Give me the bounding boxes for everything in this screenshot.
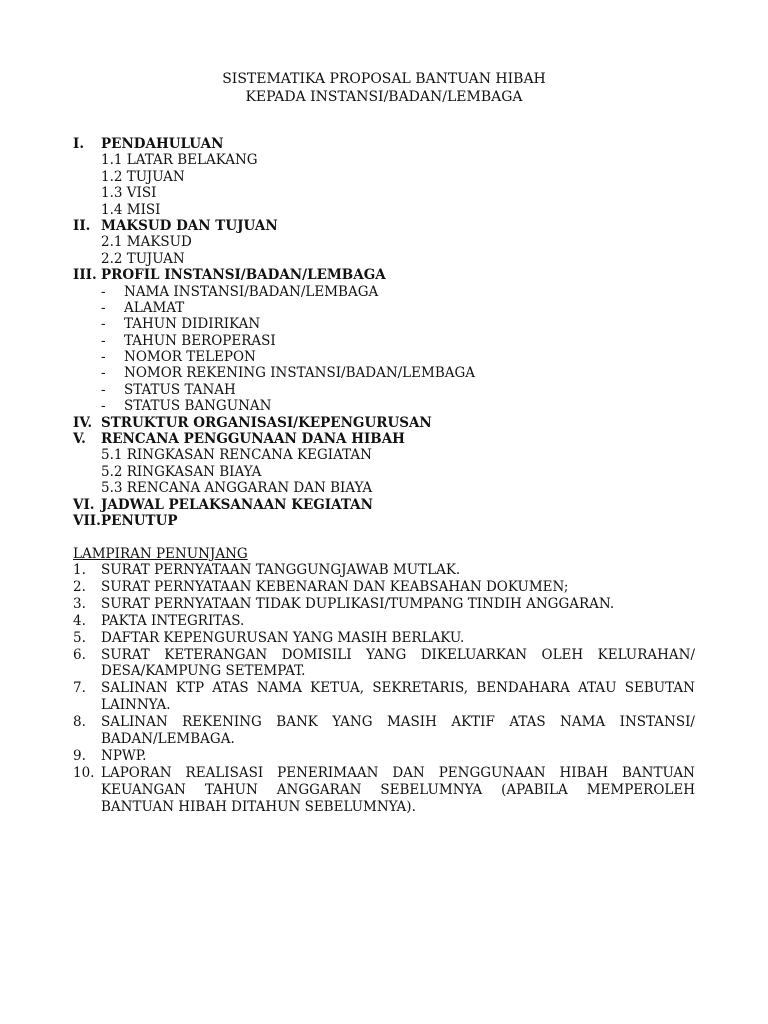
- outline-list: [73, 136, 713, 529]
- section-number: I.: [73, 136, 85, 152]
- section-label: STRUKTUR ORGANISASI/KEPENGURUSAN: [101, 414, 432, 431]
- lampiran-item-number: 6.: [73, 646, 86, 663]
- lampiran-item-text: SURAT PERNYATAAN KEBENARAN DAN KEABSAHAN DOKUMEN;: [101, 578, 569, 595]
- lampiran-item: [73, 630, 695, 647]
- lampiran-item-text: DAFTAR KEPENGURUSAN YANG MASIH BERLAKU.: [101, 629, 465, 646]
- lampiran-item-number: 1.: [73, 562, 86, 578]
- document-title-line-1: SISTEMATIKA PROPOSAL BANTUAN HIBAH: [222, 71, 546, 87]
- lampiran-item-text: SURAT PERNYATAAN TIDAK DUPLIKASI/TUMPANG TINDIH ANGGARAN.: [101, 595, 615, 612]
- section-label: RENCANA PENGGUNAAN DANA HIBAH: [101, 431, 405, 448]
- lampiran-item: [73, 714, 695, 748]
- profile-item-label: STATUS TANAH: [124, 381, 236, 398]
- lampiran-item-number: 3.: [73, 595, 86, 612]
- section-heading: [73, 431, 713, 447]
- dash-bullet: -: [101, 299, 106, 316]
- document-title-line-2: KEPADA INSTANSI/BADAN/LEMBAGA: [245, 89, 523, 105]
- dash-bullet: -: [101, 365, 106, 382]
- subsection-label: 5.3 RENCANA ANGGARAN DAN BIAYA: [101, 480, 373, 497]
- lampiran-item-text: PAKTA INTEGRITAS.: [101, 612, 245, 629]
- lampiran-item-number: 9.: [73, 747, 86, 764]
- subsection-label: 5.2 RINGKASAN BIAYA: [101, 463, 262, 480]
- profile-item-label: TAHUN BEROPERASI: [124, 332, 276, 349]
- section-label: PENDAHULUAN: [101, 136, 224, 152]
- lampiran-item: [73, 647, 695, 681]
- subsection-item: [73, 152, 713, 168]
- subsection-item: [73, 234, 713, 250]
- profile-item-label: ALAMAT: [124, 299, 185, 316]
- lampiran-item-text: SALINAN KTP ATAS NAMA KETUA, SEKRETARIS, BENDAHARA ATAU SEBUTAN LAINNYA.: [101, 680, 695, 714]
- section-label: JADWAL PELAKSANAAN KEGIATAN: [101, 496, 373, 513]
- dash-bullet: -: [101, 381, 106, 398]
- dash-bullet: -: [101, 332, 106, 349]
- lampiran-item-number: 5.: [73, 629, 86, 646]
- subsection-label: 2.2 TUJUAN: [101, 250, 185, 267]
- profile-item: [73, 333, 713, 349]
- subsection-item: [73, 480, 713, 496]
- dash-bullet: -: [101, 283, 106, 300]
- section-heading: [73, 415, 713, 431]
- section-number: IV.: [73, 414, 93, 431]
- profile-item-label: NOMOR TELEPON: [124, 349, 256, 366]
- subsection-label: 1.3 VISI: [101, 185, 157, 202]
- dash-bullet: -: [101, 398, 106, 415]
- lampiran-item: [73, 765, 695, 816]
- subsection-item: [73, 169, 713, 185]
- lampiran-item: [73, 596, 695, 613]
- lampiran-item-number: 2.: [73, 578, 86, 595]
- section-label: PROFIL INSTANSI/BADAN/LEMBAGA: [101, 267, 386, 284]
- lampiran-item-number: 4.: [73, 612, 86, 629]
- profile-item-label: NOMOR REKENING INSTANSI/BADAN/LEMBAGA: [124, 365, 476, 382]
- profile-item-label: NAMA INSTANSI/BADAN/LEMBAGA: [124, 283, 379, 300]
- section-heading: [73, 513, 713, 529]
- lampiran-item-text: LAPORAN REALISASI PENERIMAAN DAN PENGGUNAAN HIBAH BANTUAN KEUANGAN TAHUN ANGGARAN SEBELUMNYA (APABILA MEMPEROLEH BANTUAN HIBAH DITAHUN SEBELUMNYA).: [101, 764, 695, 815]
- section-label: PENUTUP: [101, 512, 178, 529]
- subsection-label: 2.1 MAKSUD: [101, 234, 192, 251]
- lampiran-item: [73, 748, 695, 765]
- section-heading: [73, 497, 713, 513]
- subsection-item: [73, 447, 713, 463]
- lampiran-item-text: SURAT KETERANGAN DOMISILI YANG DIKELUARKAN OLEH KELURAHAN/ DESA/KAMPUNG SETEMPAT.: [101, 646, 695, 680]
- profile-item: [73, 382, 713, 398]
- profile-item: [73, 316, 713, 332]
- profile-item-label: TAHUN DIDIRIKAN: [124, 316, 261, 333]
- dash-bullet: -: [101, 316, 106, 333]
- subsection-item: [73, 185, 713, 201]
- profile-item: [73, 365, 713, 381]
- section-number: III.: [73, 267, 97, 284]
- profile-item: [73, 349, 713, 365]
- lampiran-item-text: NPWP.: [101, 747, 147, 764]
- dash-bullet: -: [101, 349, 106, 366]
- profile-item: [73, 398, 713, 414]
- lampiran-item-text: SURAT PERNYATAAN TANGGUNGJAWAB MUTLAK.: [101, 562, 461, 578]
- lampiran-list: [73, 562, 695, 816]
- section-heading: [73, 267, 713, 283]
- profile-item: [73, 300, 713, 316]
- section-number: VI.: [73, 496, 95, 513]
- subsection-item: [73, 202, 713, 218]
- subsection-label: 1.4 MISI: [101, 201, 161, 218]
- lampiran-heading: LAMPIRAN PENUNJANG: [73, 546, 248, 562]
- lampiran-item: [73, 562, 695, 579]
- subsection-label: 5.1 RINGKASAN RENCANA KEGIATAN: [101, 447, 372, 464]
- lampiran-item-number: 7.: [73, 680, 86, 697]
- profile-item-label: STATUS BANGUNAN: [124, 398, 272, 415]
- section-number: VII.: [73, 512, 101, 529]
- section-number: II.: [73, 217, 91, 234]
- lampiran-item: [73, 613, 695, 630]
- lampiran-item: [73, 579, 695, 596]
- lampiran-item-number: 10.: [73, 764, 95, 781]
- section-heading: [73, 136, 713, 152]
- lampiran-item: [73, 680, 695, 714]
- section-heading: [73, 218, 713, 234]
- profile-item: [73, 284, 713, 300]
- subsection-item: [73, 464, 713, 480]
- section-label: MAKSUD DAN TUJUAN: [101, 217, 278, 234]
- subsection-label: 1.1 LATAR BELAKANG: [101, 152, 258, 169]
- lampiran-item-text: SALINAN REKENING BANK YANG MASIH AKTIF ATAS NAMA INSTANSI/ BADAN/LEMBAGA.: [101, 714, 695, 748]
- subsection-item: [73, 251, 713, 267]
- subsection-label: 1.2 TUJUAN: [101, 168, 185, 185]
- lampiran-item-number: 8.: [73, 714, 86, 731]
- section-number: V.: [73, 431, 86, 448]
